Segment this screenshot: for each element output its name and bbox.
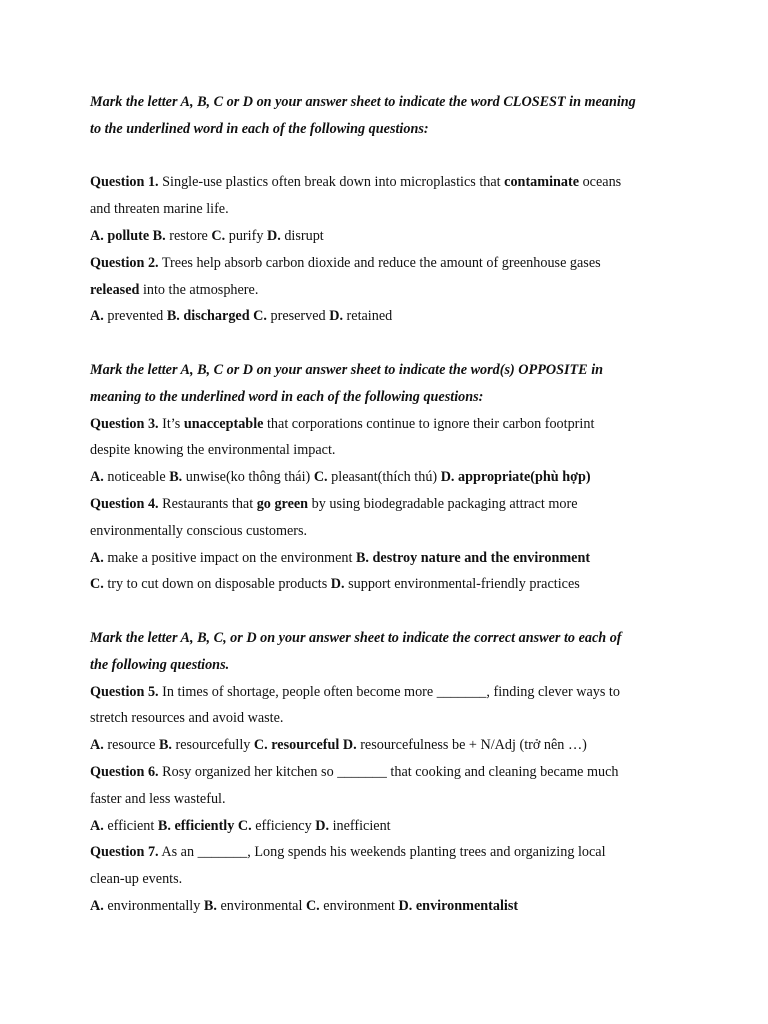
text-run: stretch resources and avoid waste. [90, 710, 284, 727]
section-instruction: Mark the letter A, B, C or D on your answer sheet to indicate the word(s) OPPOSITE in [90, 361, 604, 378]
text-run: clean-up events. [90, 871, 183, 888]
text-run: make a positive impact on the environment [103, 549, 356, 566]
question-stem [90, 250, 680, 277]
text-run: oceans [579, 174, 622, 191]
bold-text: C. [90, 576, 104, 593]
bold-text: A. [90, 817, 104, 834]
section-instruction: Mark the letter A, B, C, or D on your answer sheet to indicate the correct answer to each of [90, 629, 622, 646]
text-run: Single-use plastics often break down into microplastics that [158, 174, 505, 191]
text-run: unwise(ko thông thái) [182, 469, 314, 486]
question-stem-continued [90, 518, 680, 545]
text-run: efficient [103, 817, 158, 834]
text-run: and threaten marine life. [90, 201, 229, 218]
question-stem [90, 679, 680, 706]
bold-text: D. [329, 308, 343, 325]
bold-text: C. resourceful [253, 737, 340, 754]
question-stem-continued [90, 277, 680, 304]
bold-text: contaminate [504, 174, 580, 191]
bold-text: D. [315, 817, 330, 834]
answer-options [90, 571, 680, 598]
answer-options [90, 223, 680, 250]
answer-options [90, 545, 680, 572]
text-run: inefficient [329, 817, 391, 834]
answer-options [90, 464, 680, 491]
question-stem [90, 411, 680, 438]
bold-text: C. [211, 227, 226, 244]
bold-text: D. [330, 576, 345, 593]
bold-text: A. pollute [90, 227, 150, 244]
section-instruction: meaning to the underlined word in each of the following questions: [90, 388, 484, 405]
text-run: into the atmosphere. [139, 281, 259, 298]
text-run: Restaurants that [158, 495, 257, 512]
blank-line [90, 598, 680, 625]
bold-text: A. [90, 308, 104, 325]
answer-options [90, 813, 680, 840]
question-label: Question 1. [90, 174, 159, 191]
bold-text: D. [266, 227, 281, 244]
blank-line [90, 143, 680, 170]
bold-text: unacceptable [183, 415, 264, 432]
section-instruction: Mark the letter A, B, C or D on your answer sheet to indicate the word CLOSEST in meaning [90, 94, 636, 110]
question-label: Question 2. [90, 254, 159, 271]
section-instruction: to the underlined word in each of the following questions: [90, 120, 429, 137]
text-run: retained [343, 308, 393, 325]
bold-text: B. efficiently [157, 817, 235, 834]
answer-options [90, 303, 680, 330]
question-stem [90, 491, 680, 518]
bold-text: A. [90, 549, 104, 566]
text-run: pleasant(thích thú) [327, 469, 441, 486]
bold-text: D. appropriate(phù hợp) [440, 469, 591, 486]
question-stem [90, 169, 680, 196]
text-run: despite knowing the environmental impact. [90, 442, 336, 459]
bold-text: released [90, 281, 140, 298]
question-label: Question 4. [90, 495, 159, 512]
text-run: environment [319, 897, 399, 914]
question-label: Question 3. [90, 415, 159, 432]
text-run: try to cut down on disposable products [103, 576, 331, 593]
question-label: Question 6. [90, 763, 159, 780]
question-stem-continued [90, 705, 680, 732]
question-label: Question 7. [90, 844, 159, 861]
bold-text: C. [305, 897, 320, 914]
text-run: purify [225, 227, 267, 244]
text-run: support environmental-friendly practices [344, 576, 580, 593]
text-run: It’s [158, 415, 184, 432]
text-run: noticeable [103, 469, 170, 486]
exercise-sheet [90, 89, 680, 920]
bold-text: B. discharged [166, 308, 250, 325]
answer-options [90, 893, 680, 920]
bold-text: A. [90, 469, 104, 486]
section-instruction: the following questions. [90, 656, 230, 673]
text-run: As an _______, Long spends his weekends planting trees and organizing local [158, 844, 606, 861]
text-run: resourcefully [171, 737, 254, 754]
question-stem [90, 839, 680, 866]
question-label: Question 5. [90, 683, 159, 700]
bold-text: B. [203, 897, 217, 914]
bold-text: C. [237, 817, 252, 834]
question-stem-continued [90, 786, 680, 813]
bold-text: C. [313, 469, 328, 486]
bold-text: A. [90, 897, 104, 914]
question-stem-continued [90, 866, 680, 893]
answer-options [90, 732, 680, 759]
text-run: faster and less wasteful. [90, 790, 226, 807]
text-run: Rosy organized her kitchen so _______ that cooking and cleaning became much [158, 763, 619, 780]
text-run: that corporations continue to ignore their carbon footprint [263, 415, 595, 432]
text-run: resource [103, 737, 159, 754]
text-run: preserved [266, 308, 330, 325]
bold-text: D. environmentalist [398, 897, 519, 914]
text-run: by using biodegradable packaging attract more [308, 495, 578, 512]
bold-text: D. [342, 737, 357, 754]
text-run: prevented [103, 308, 167, 325]
text-run: resourcefulness be + N/Adj (trở nên …) [356, 737, 587, 754]
bold-text: B. [158, 737, 172, 754]
bold-text: B. destroy nature and the environment [355, 549, 591, 566]
blank-line [90, 330, 680, 357]
bold-text: C. [253, 308, 267, 325]
text-run: environmentally [103, 897, 204, 914]
question-stem-continued [90, 437, 680, 464]
bold-text: B. [152, 227, 166, 244]
bold-text: go green [256, 495, 309, 512]
text-run: environmentally conscious customers. [90, 522, 308, 539]
text-run: In times of shortage, people often become more _______, finding clever ways to [158, 683, 620, 700]
text-run: restore [165, 227, 212, 244]
text-run: efficiency [251, 817, 316, 834]
text-run: disrupt [280, 227, 324, 244]
text-run: environmental [216, 897, 306, 914]
text-run: Trees help absorb carbon dioxide and reduce the amount of greenhouse gases [158, 254, 601, 271]
bold-text: A. [90, 737, 104, 754]
question-stem [90, 759, 680, 786]
question-stem-continued [90, 196, 680, 223]
bold-text: B. [169, 469, 183, 486]
